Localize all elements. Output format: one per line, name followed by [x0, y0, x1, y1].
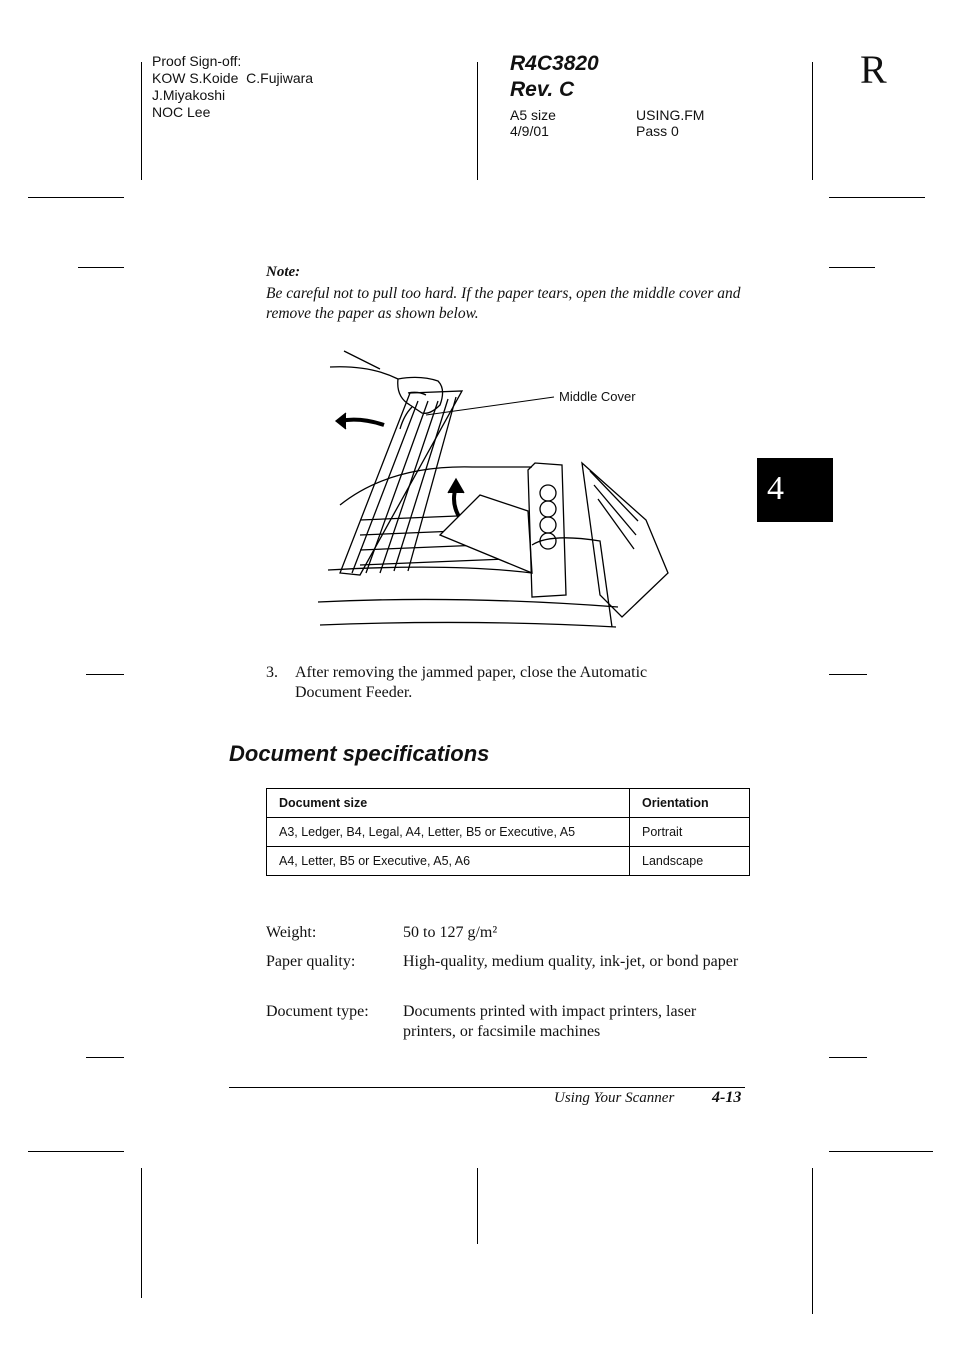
spec-label-weight: Weight:	[266, 924, 317, 941]
crop-mark	[829, 1151, 933, 1152]
proof-date: 4/9/01	[510, 123, 549, 139]
spec-value-weight: 50 to 127 g/m²	[403, 924, 498, 941]
crop-mark	[477, 1168, 478, 1244]
step-text-line: Document Feeder.	[295, 684, 413, 701]
revision: Rev. C	[510, 78, 575, 101]
page-number: 4-13	[712, 1089, 742, 1106]
crop-mark	[86, 1057, 124, 1058]
proof-line: NOC Lee	[152, 104, 211, 120]
table-cell: Portrait	[630, 818, 750, 847]
note-title: Note:	[266, 264, 301, 280]
table-cell: A3, Ledger, B4, Legal, A4, Letter, B5 or Executive, A5	[267, 818, 630, 847]
crop-mark	[812, 62, 813, 180]
table-header-row	[267, 789, 750, 818]
column-header-document-size: Document size	[267, 789, 630, 818]
document-size-table	[266, 788, 750, 876]
crop-mark	[477, 62, 478, 180]
crop-mark	[829, 1057, 867, 1058]
section-title: Document specifications	[229, 741, 490, 766]
step-text-line: After removing the jammed paper, close the Automatic	[295, 664, 648, 681]
crop-mark	[78, 267, 124, 268]
crop-mark	[28, 197, 124, 198]
crop-mark	[829, 674, 867, 675]
table-row	[267, 818, 750, 847]
middle-cover-callout: Middle Cover	[559, 389, 636, 404]
model-number: R4C3820	[510, 52, 599, 75]
spec-value-paper-quality: High-quality, medium quality, ink-jet, or bond paper	[403, 953, 739, 970]
crop-mark	[141, 1168, 142, 1298]
proof-line: KOW S.Koide C.Fujiwara	[152, 70, 314, 86]
crop-mark	[28, 1151, 124, 1152]
chapter-tab	[757, 458, 833, 522]
page-size: A5 size	[510, 107, 556, 123]
table-cell: A4, Letter, B5 or Executive, A5, A6	[267, 847, 630, 876]
crop-mark	[86, 674, 124, 675]
proof-line: J.Miyakoshi	[152, 87, 226, 103]
model-block	[510, 51, 599, 103]
proof-line: Proof Sign-off:	[152, 53, 242, 69]
footer-rule	[229, 1087, 745, 1088]
table-row	[267, 847, 750, 876]
chapter-number: 4	[767, 470, 784, 507]
proof-signoff	[152, 53, 313, 121]
footer-title: Using Your Scanner	[554, 1090, 675, 1106]
step-text	[295, 663, 755, 703]
corner-mark: R	[860, 47, 887, 92]
spec-label-paper-quality: Paper quality:	[266, 953, 356, 970]
column-header-orientation: Orientation	[630, 789, 750, 818]
crop-mark	[829, 267, 875, 268]
table-cell: Landscape	[630, 847, 750, 876]
note-text: Be careful not to pull too hard. If the paper tears, open the middle cover and remove the paper as shown below.	[266, 285, 741, 322]
crop-mark	[829, 197, 925, 198]
proof-pass: Pass 0	[636, 123, 679, 139]
spec-label-document-type: Document type:	[266, 1003, 369, 1020]
crop-mark	[812, 1168, 813, 1314]
step-number: 3.	[266, 664, 278, 681]
crop-mark	[141, 62, 142, 180]
file-name: USING.FM	[636, 107, 705, 123]
spec-value-document-type: Documents printed with impact printers, laser printers, or facsimile machines	[403, 1003, 697, 1040]
